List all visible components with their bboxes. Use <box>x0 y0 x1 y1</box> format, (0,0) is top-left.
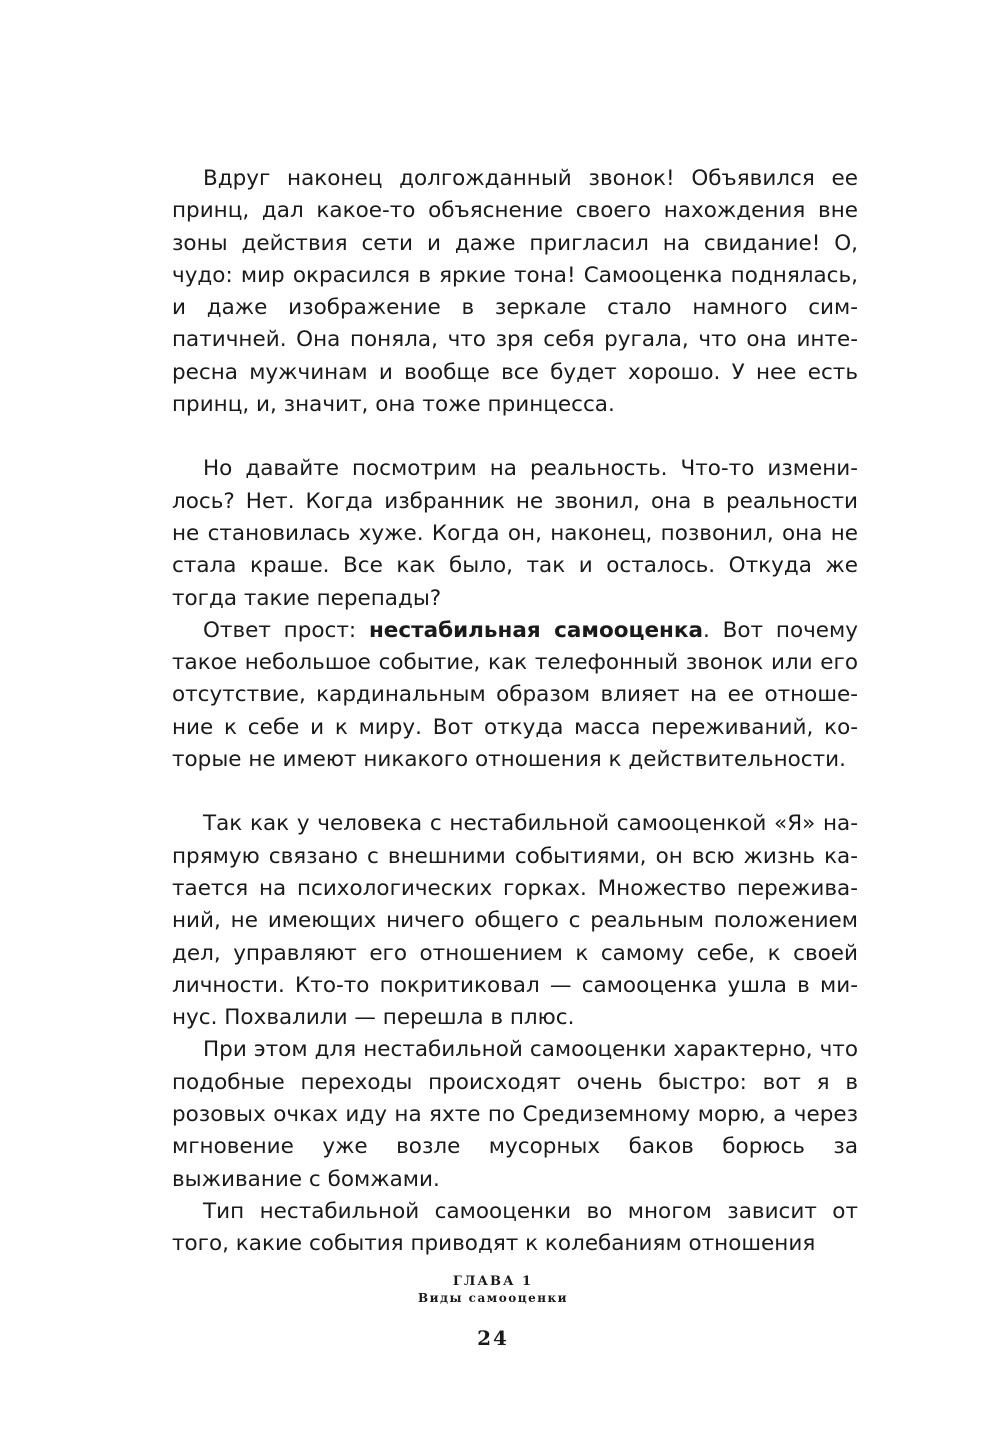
page-body <box>172 163 858 1261</box>
paragraph-3-rest: . Вот почему такое небольшое событие, как телефонный звонок или его отсутствие, кардинальным образом влияет на ее отношение к себе и к миру. Вот откуда масса переживаний, которые не имеют никакого отношения к действительности. <box>172 617 858 773</box>
paragraph-3-lead: Ответ прост: <box>203 617 369 643</box>
page-number: 24 <box>477 1326 509 1350</box>
chapter-label: ГЛАВА 1 <box>452 1274 534 1289</box>
paragraph-2: Но давайте посмотрим на реальность. Что-то изменилось? Нет. Когда избранник не звонил, она в реальности не становилась хуже. Когда он, наконец, позвонил, она не стала краше. Все как было, так и осталось. Откуда же тогда такие перепады? <box>172 456 858 611</box>
emphasis-unstable-self-esteem: нестабильная самооценка <box>368 617 703 643</box>
paragraph-6: Тип нестабильной самооценки во многом зависит от того, какие события приводят к колебаниям отношения <box>172 1198 858 1257</box>
paragraph-5: При этом для нестабильной самооценки характерно, что подобные переходы происходят очень быстро: вот я в розовых очках иду на яхте по Средиземному морю, а через мгновение уже возле мусорных баков борюсь за выживание с бомжами. <box>172 1037 858 1192</box>
paragraph-3 <box>172 615 858 776</box>
chapter-title: Виды самооценки <box>417 1291 569 1305</box>
page-footer <box>0 1273 986 1350</box>
paragraph-4: Так как у человека с нестабильной самооценкой «Я» напрямую связано с внешними событиями, он всю жизнь катается на психологических горках. Множество переживаний, не имеющих ничего общего с реальным положением дел, управляют его отношением к самому себе, к своей личности. Кто-то покритиковал — самооценка ушла в минус. Похвалили — перешла в плюс. <box>172 811 858 1031</box>
paragraph-1: Вдруг наконец долгожданный звонок! Объявился ее принц, дал какое-то объяснение своего нахождения вне зоны действия сети и даже пригласил на свидание! О, чудо: мир окрасился в яркие тона! Самооценка поднялась, и даже изображение в зеркале стало намного симпатичней. Она поняла, что зря себя ругала, что она интересна мужчинам и вообще все будет хорошо. У нее есть принц, и, значит, она тоже принцесса. <box>172 166 858 418</box>
